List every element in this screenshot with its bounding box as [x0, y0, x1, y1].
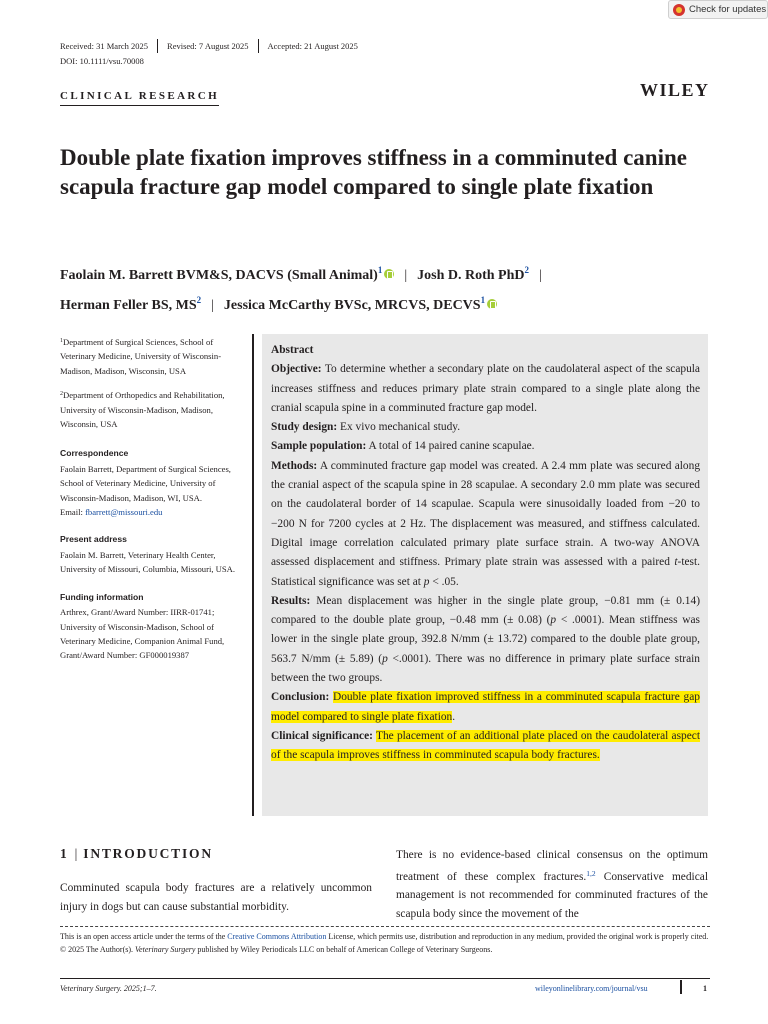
- abstract: Abstract Objective: To determine whether a secondary plate on the caudolateral aspect of the scapula increases stiffness and reduces primary plate strain compared to a single plate along the cranial scapula spine in a comminuted fracture gap model. Study design: Ex vivo mechanical study. Sample population: A total of 14 paired canine scapulae. Methods: A comminuted fracture gap model was created. A 2.4 mm plate was secured along the cranial aspect of the scapula spine in 28 scapulae. A secondary 2.0 mm plate was secured on the caudolateral border of 14 scapulae. Scapula were sinusoidally loaded from −20 to −200 N for 7200 cycles at 2 Hz. The displacement was measured, and stiffness calculated. Digital image correlation calculated primary plate surface strain. A two-way ANOVA assessed displacement and stiffness. Primary plate strain was assessed with a paired t-test. Statistical significance was set at p < .05. Results: Mean displacement was higher in the single plate group, −0.81 mm (± 0.14) compared to the double plate group, −0.48 mm (± 0.08) (p < .0001). Mean stiffness was lower in the single plate group, 392.8 N/mm (± 13.72) compared to the double plate group, 563.7 N/mm (± 5.89) (p <.0001). There was no difference in primary plate surface strain between the two groups. Conclusion: Double plate fixation improved stiffness in a comminuted scapula fracture gap model compared to single plate fixation. Clinical significance: The placement of an additional plate placed on the caudolateral aspect of the scapula improves stiffness in comminuted scapula body fractures.: [262, 334, 708, 816]
- creative-commons-link[interactable]: Creative Commons Attribution: [227, 932, 327, 941]
- crossmark-icon: [673, 4, 685, 16]
- affiliation-marker[interactable]: 2: [196, 295, 202, 305]
- correspondence-heading: Correspondence: [60, 448, 129, 459]
- funding-information: [60, 590, 242, 663]
- present-address-heading: Present address: [60, 534, 127, 545]
- present-address-text: Faolain M. Barrett, Veterinary Health Center, University of Missouri, Columbia, Missouri, USA.: [60, 549, 235, 575]
- correspondence: Correspondence Faolain Barrett, Department of Surgical Sciences, School of Veterinary Medicine, University of Wisconsin-Madison, Madison, WI, USA. Email: fbarrett@missouri.edu: [60, 446, 242, 519]
- check-for-updates-button[interactable]: [668, 0, 768, 19]
- email-link[interactable]: fbarrett@missouri.edu: [85, 507, 163, 518]
- footer-journal: Veterinary Surgery. 2025;1–7.: [60, 984, 157, 993]
- author-separator: |: [539, 268, 542, 283]
- author-name: Herman Feller BS, MS: [60, 298, 197, 313]
- author-separator: |: [211, 298, 214, 313]
- affiliation: $^1$Department of Surgical Sciences, School of Veterinary Medicine, University of Wisconsin-Madison, Madison, Wisconsin, USA: [60, 337, 222, 376]
- affiliation-marker[interactable]: 1: [377, 265, 383, 275]
- funding-text: Arthrex, Grant/Award Number: IIRR-01741; University of Wisconsin-Madison, School of Veterinary Medicine, Companion Animal Fund, Grant/Award Number: GF000019387: [60, 607, 225, 661]
- orcid-icon[interactable]: [487, 299, 497, 309]
- article-dates: [60, 39, 358, 53]
- author-name: Josh D. Roth PhD: [417, 268, 525, 283]
- affiliation-marker[interactable]: 2: [524, 265, 530, 275]
- abstract-results: Mean displacement was higher in the single plate group, −0.81 mm (± 0.14) compared to the double plate group, −0.48 mm (± 0.08) (p < .0001). Mean stiffness was lower in the single plate group, 392.8 N/mm (± 13.72) compared to the double plate group, 563.7 N/mm (± 5.89) (p <.0001). There was no difference in primary plate surface strain between the two groups.: [271, 594, 700, 685]
- author-name: Faolain M. Barrett BVM&S, DACVS (Small Animal): [60, 268, 378, 283]
- funding-heading: Funding information: [60, 591, 144, 602]
- journal-url-link[interactable]: wileyonlinelibrary.com/journal/vsu: [535, 984, 648, 993]
- footer-separator: [680, 980, 682, 994]
- received-date: Received: 31 March 2025: [60, 41, 149, 51]
- correspondence-text: Faolain Barrett, Department of Surgical Sciences, School of Veterinary Medicine, University of Wisconsin-Madison, Madison, WI, USA.: [60, 463, 231, 503]
- article-title: Double plate fixation improves stiffness in a comminuted canine scapula fracture gap model compared to single plate fixation: [60, 145, 687, 199]
- column-divider: [252, 334, 254, 816]
- accepted-date: Accepted: 21 August 2025: [267, 41, 358, 51]
- article-sidebar: [60, 334, 242, 672]
- license-notice: This is an open access article under the terms of the Creative Commons Attribution License, which permits use, distribution and reproduction in any medium, provided the original work is properly cited. © 2025 The Author(s). Veterinary Surgery published by Wiley Periodicals LLC on behalf of American College of Veterinary Surgeons.: [60, 932, 709, 954]
- author-separator: |: [404, 268, 408, 283]
- affiliation-marker[interactable]: 1: [480, 295, 486, 305]
- introduction-paragraph-continued: There is no evidence-based clinical consensus on the optimum treatment of these complex fractures.$^{1,2}$ Conservative medical management is not recommended for comminuted fractures of the scapula body since the movement of the: [396, 849, 708, 920]
- abstract-heading: Abstract: [271, 344, 314, 356]
- author-name: Jessica McCarthy BVSc, MRCVS, DECVS: [223, 298, 481, 313]
- revised-date: Revised: 7 August 2025: [167, 41, 249, 51]
- abstract-conclusion-highlighted: Double plate fixation improved stiffness in a comminuted scapula fracture gap model compared to single plate fixation: [271, 691, 700, 723]
- doi: DOI: 10.1111/vsu.70008: [60, 56, 144, 66]
- author-list: [60, 258, 710, 318]
- abstract-design: Ex vivo mechanical study.: [340, 421, 461, 434]
- heading-separator: |: [74, 846, 78, 861]
- present-address: [60, 532, 242, 576]
- page-number: 1: [703, 984, 707, 993]
- divider: [157, 39, 158, 53]
- publisher-logo: WILEY: [640, 80, 710, 100]
- license-divider: [60, 926, 710, 927]
- abstract-population: A total of 14 paired canine scapulae.: [368, 440, 535, 453]
- orcid-icon[interactable]: [384, 269, 394, 279]
- divider: [258, 39, 259, 53]
- abstract-methods: A comminuted fracture gap model was created. A 2.4 mm plate was secured along the cranial aspect of the scapula spine in 28 scapulae. A secondary 2.0 mm plate was secured on the caudolateral border of 14 scapulae. Scapula were sinusoidally loaded from −20 to −200 N for 7200 cycles at 2 Hz. The displacement was measured, and stiffness calculated. Digital image correlation calculated primary plate surface strain. A two-way ANOVA assessed displacement and stiffness. Primary plate strain was assessed with a paired t-test. Statistical significance was set at p < .05.: [271, 459, 701, 588]
- check-for-updates-label: Check for updates: [689, 4, 767, 15]
- footer-divider: [60, 978, 710, 979]
- introduction-heading: 1 | INTRODUCTION: [60, 846, 213, 861]
- abstract-objective: To determine whether a secondary plate on the caudolateral aspect of the scapula increases stiffness and reduces primary plate strain compared to a single plate along the cranial scapula spine in a comminuted fracture gap model.: [271, 363, 700, 414]
- citation-link[interactable]: 1,2: [586, 868, 596, 878]
- introduction-paragraph: Comminuted scapula body fractures are a relatively uncommon injury in dogs but can cause substantial morbidity.: [60, 882, 372, 913]
- affiliation: $^2$Department of Orthopedics and Rehabilitation, University of Wisconsin-Madison, Madison, Wisconsin, USA: [60, 390, 225, 430]
- section-label: CLINICAL RESEARCH: [60, 90, 219, 106]
- abstract-significance-highlighted: The placement of an additional plate placed on the caudolateral aspect of the scapula improves stiffness in comminuted scapula body fractures.: [271, 729, 700, 762]
